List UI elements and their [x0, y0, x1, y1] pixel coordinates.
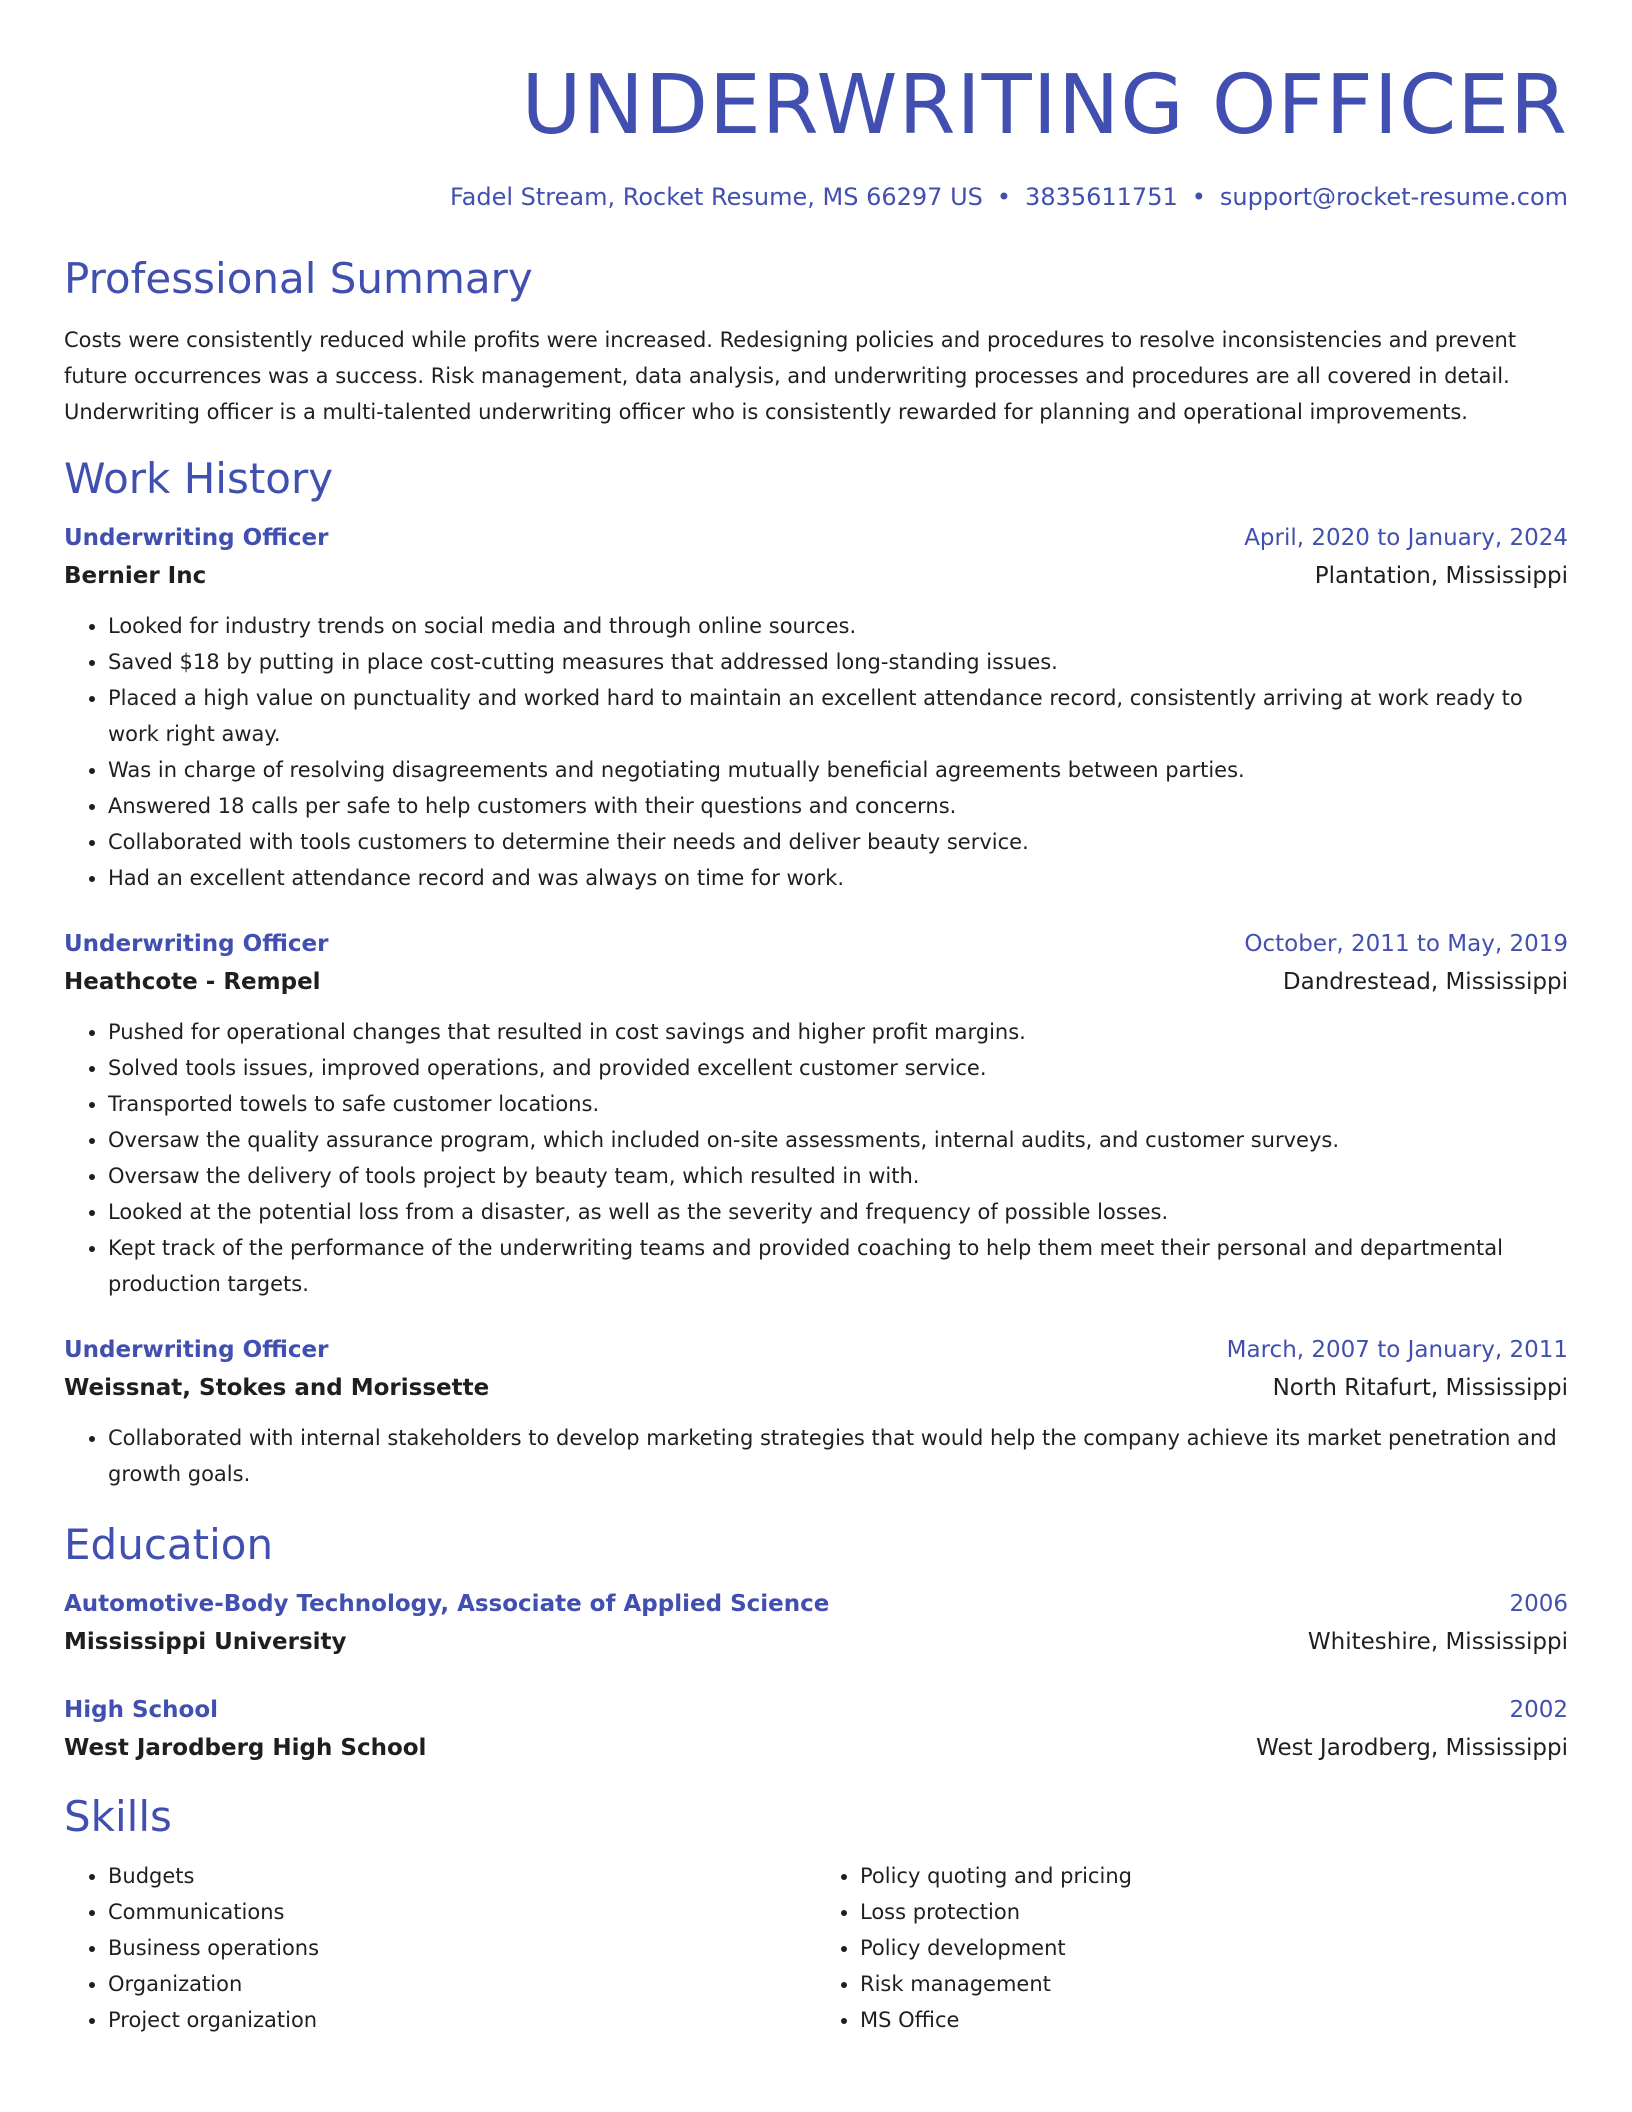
job-role: Underwriting Officer: [64, 931, 329, 957]
list-item: • Oversaw the delivery of tools project by beauty team, which resulted in with.: [108, 1158, 1568, 1194]
list-item: • Was in charge of resolving disagreements and negotiating mutually beneficial agreements between parties.: [108, 752, 1568, 788]
skill-item: • MS Office: [860, 2002, 1568, 2038]
skill-item: • Project organization: [108, 2002, 816, 2038]
list-item: • Pushed for operational changes that resulted in cost savings and higher profit margins.: [108, 1014, 1568, 1050]
work-history-heading: Work History: [64, 454, 334, 503]
list-item: • Transported towels to safe customer locations.: [108, 1086, 1568, 1122]
list-item: • Looked at the potential loss from a disaster, as well as the severity and frequency of possible losses.: [108, 1194, 1568, 1230]
education-entry: [64, 1692, 1568, 1768]
job-company: Bernier Inc: [64, 563, 207, 589]
job-entry: [64, 926, 1568, 1302]
separator-dot: •: [1191, 183, 1206, 211]
school-location: West Jarodberg, Mississippi: [1256, 1735, 1568, 1761]
job-role: Underwriting Officer: [64, 1337, 329, 1363]
list-item: • Had an excellent attendance record and was always on time for work.: [108, 860, 1568, 896]
list-item: • Collaborated with tools customers to determine their needs and deliver beauty service.: [108, 824, 1568, 860]
job-bullets: [64, 1420, 1568, 1492]
list-item: • Placed a high value on punctuality and worked hard to maintain an excellent attendance record, consistently arriving at work ready to work right away.: [108, 680, 1568, 752]
skills-grid: [64, 1858, 1568, 2038]
list-item: • Answered 18 calls per safe to help customers with their questions and concerns.: [108, 788, 1568, 824]
skill-item: • Policy quoting and pricing: [860, 1858, 1568, 1894]
skill-item: • Communications: [108, 1894, 816, 1930]
job-bullets: [64, 1014, 1568, 1302]
list-item: • Saved $18 by putting in place cost-cutting measures that addressed long-standing issues.: [108, 644, 1568, 680]
job-dates: April, 2020 to January, 2024: [1244, 525, 1568, 551]
separator-dot: •: [996, 183, 1012, 211]
skill-item: • Policy development: [860, 1930, 1568, 1966]
job-bullets: [64, 608, 1568, 896]
phone: 3835611751: [1025, 183, 1178, 211]
degree: High School: [64, 1697, 219, 1723]
list-item: • Looked for industry trends on social media and through online sources.: [108, 608, 1568, 644]
list-item: • Collaborated with internal stakeholders to develop marketing strategies that would help the company achieve its market penetration and growth goals.: [108, 1420, 1568, 1492]
page-title: UNDERWRITING OFFICER: [521, 58, 1568, 153]
job-entry: [64, 520, 1568, 896]
school-location: Whiteshire, Mississippi: [1307, 1629, 1568, 1655]
job-location: North Ritafurt, Mississippi: [1272, 1375, 1568, 1401]
education-heading: Education: [64, 1520, 274, 1569]
graduation-year: 2006: [1509, 1591, 1568, 1617]
degree: Automotive-Body Technology, Associate of Applied Science: [64, 1591, 830, 1617]
summary-heading: Professional Summary: [64, 254, 533, 303]
job-role: Underwriting Officer: [64, 525, 329, 551]
skill-item: • Risk management: [860, 1966, 1568, 2002]
list-item: • Oversaw the quality assurance program, which included on-site assessments, internal audits, and customer surveys.: [108, 1122, 1568, 1158]
skill-item: • Loss protection: [860, 1894, 1568, 1930]
job-company: Weissnat, Stokes and Morissette: [64, 1375, 490, 1401]
skills-heading: Skills: [64, 1792, 172, 1841]
skills-list-right: [816, 1858, 1568, 2038]
skill-item: • Budgets: [108, 1858, 816, 1894]
job-company: Heathcote - Rempel: [64, 969, 321, 995]
school-name: Mississippi University: [64, 1629, 347, 1655]
education-entry: [64, 1586, 1568, 1662]
job-location: Dandrestead, Mississippi: [1282, 969, 1568, 995]
job-location: Plantation, Mississippi: [1314, 563, 1568, 589]
skill-item: • Business operations: [108, 1930, 816, 1966]
skills-list-left: [64, 1858, 816, 2038]
skill-item: • Organization: [108, 1966, 816, 2002]
list-item: • Solved tools issues, improved operations, and provided excellent customer service.: [108, 1050, 1568, 1086]
job-dates: March, 2007 to January, 2011: [1226, 1337, 1568, 1363]
summary-text: Costs were consistently reduced while profits were increased. Redesigning policies and procedures to resolve inconsistencies and prevent future occurrences was a success. Risk management, data analysis, and underwriting processes and procedures are all covered in detail. Underwriting officer is a multi-talented underwriting officer who is consistently rewarded for planning and operational improvements.: [64, 328, 1517, 424]
address: Fadel Stream, Rocket Resume, MS 66297 US: [450, 183, 983, 211]
contact-line: [64, 182, 1568, 212]
graduation-year: 2002: [1509, 1697, 1568, 1723]
school-name: West Jarodberg High School: [64, 1735, 427, 1761]
email-link[interactable]: support@rocket-resume.com: [1219, 183, 1568, 211]
job-dates: October, 2011 to May, 2019: [1244, 931, 1568, 957]
list-item: • Kept track of the performance of the underwriting teams and provided coaching to help them meet their personal and departmental production targets.: [108, 1230, 1568, 1302]
job-entry: [64, 1332, 1568, 1492]
